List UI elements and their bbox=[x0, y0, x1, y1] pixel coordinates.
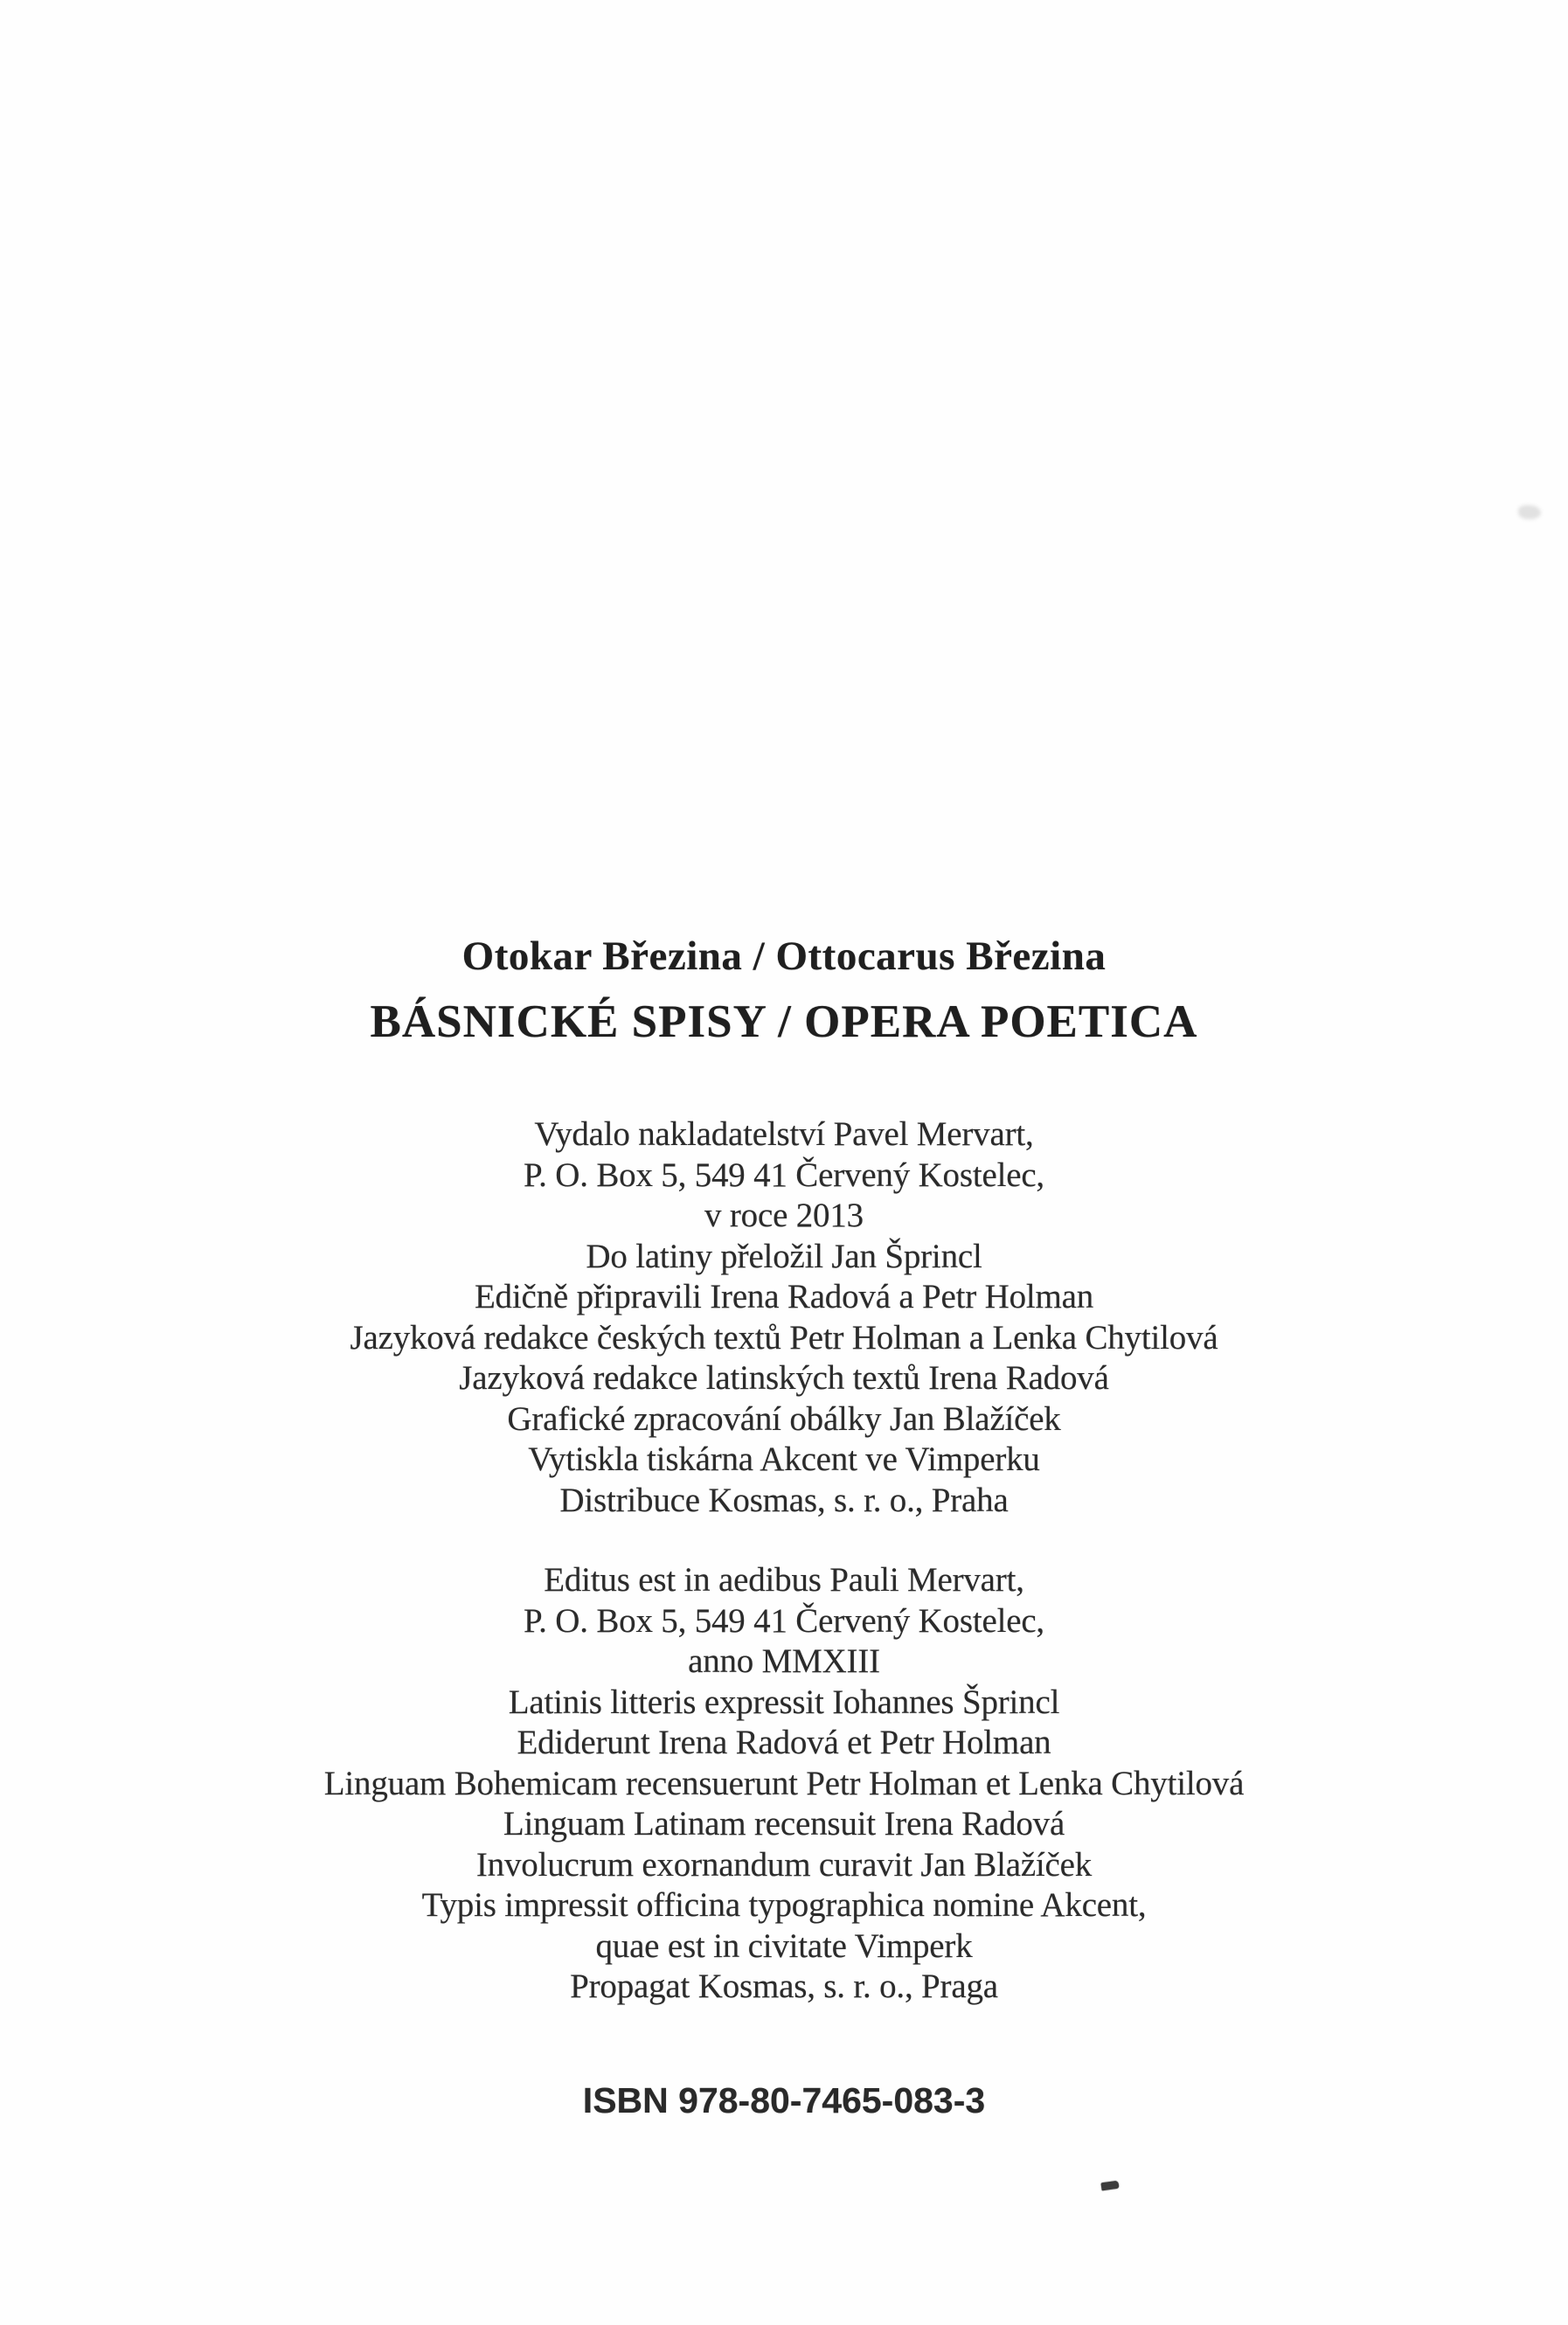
colophon-line-printer-city-latin: quae est in civitate Vimperk bbox=[595, 1926, 973, 1965]
book-series-title: BÁSNICKÉ SPISY / OPERA POETICA bbox=[370, 996, 1198, 1047]
colophon-line-translator: Do latiny přeložil Jan Šprincl bbox=[586, 1237, 982, 1275]
colophon-line-editors: Edičně připravili Irena Radová a Petr Holman bbox=[474, 1278, 1094, 1315]
colophon-line-printer-latin: Typis impressit officina typographica nomine Akcent, bbox=[421, 1886, 1147, 1924]
book-author-title: Otokar Březina / Ottocarus Březina bbox=[461, 933, 1107, 979]
colophon-line-address: P. O. Box 5, 549 41 Červený Kostelec, bbox=[524, 1156, 1044, 1194]
colophon-line-year: v roce 2013 bbox=[704, 1197, 864, 1234]
isbn-block bbox=[0, 2080, 1568, 2121]
colophon-line-czech-language-editors-latin: Linguam Bohemicam recensuerunt Petr Holman et Lenka Chytilová bbox=[323, 1764, 1245, 1802]
colophon-line-publisher: Vydalo nakladatelství Pavel Mervart, bbox=[534, 1115, 1034, 1153]
isbn-number: ISBN 978-80-7465-083-3 bbox=[582, 2080, 986, 2120]
colophon-line-distribution-latin: Propagat Kosmas, s. r. o., Praga bbox=[570, 1968, 998, 2005]
colophon-line-year-latin: anno MMXIII bbox=[688, 1642, 880, 1680]
colophon-line-address-latin: P. O. Box 5, 549 41 Červený Kostelec, bbox=[524, 1601, 1044, 1640]
colophon-line-cover-design: Grafické zpracování obálky Jan Blažíček bbox=[507, 1399, 1061, 1438]
scan-smudge-artifact bbox=[1518, 505, 1541, 519]
colophon-line-cover-design-latin: Involucrum exornandum curavit Jan Blažíček bbox=[475, 1845, 1093, 1884]
colophon-line-latin-language-editor-latin: Linguam Latinam recensuit Irena Radová bbox=[503, 1805, 1065, 1843]
book-title-block bbox=[0, 932, 1568, 1049]
colophon-line-distribution: Distribuce Kosmas, s. r. o., Praha bbox=[559, 1481, 1009, 1519]
colophon-line-printer: Vytiskla tiskárna Akcent ve Vimperku bbox=[528, 1440, 1040, 1478]
colophon-line-latin-language-editor: Jazyková redakce latinských textů Irena Radová bbox=[459, 1359, 1109, 1397]
latin-colophon-block bbox=[0, 1560, 1568, 2008]
colophon-line-czech-language-editors: Jazyková redakce českých textů Petr Holman a Lenka Chytilová bbox=[350, 1318, 1218, 1357]
colophon-line-translator-latin: Latinis litteris expressit Iohannes Šprincl bbox=[508, 1683, 1060, 1721]
colophon-line-editors-latin: Ediderunt Irena Radová et Petr Holman bbox=[517, 1724, 1051, 1761]
colophon-line-publisher-latin: Editus est in aedibus Pauli Mervart, bbox=[544, 1561, 1024, 1599]
czech-colophon-block bbox=[0, 1114, 1568, 1521]
scan-ink-mark-artifact bbox=[1100, 2181, 1119, 2191]
